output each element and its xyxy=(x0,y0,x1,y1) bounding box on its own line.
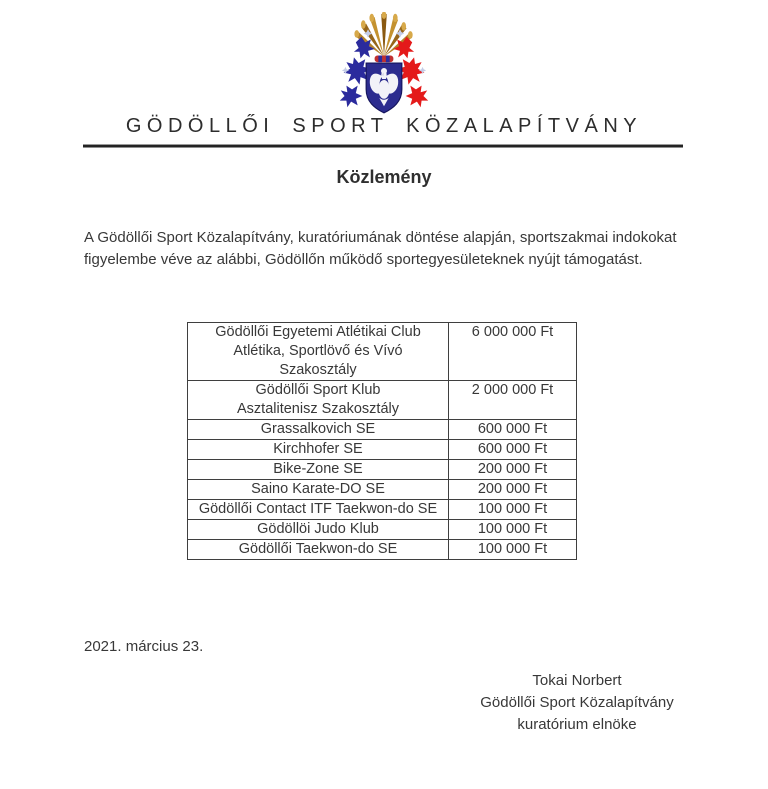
club-cell: Grassalkovich SE xyxy=(188,420,449,440)
table-row xyxy=(188,480,577,500)
table-row xyxy=(188,440,577,460)
doc-heading: Közlemény xyxy=(336,167,432,187)
club-cell: Kirchhofer SE xyxy=(188,440,449,460)
amount-cell: 600 000 Ft xyxy=(449,440,577,460)
amount-cell: 2 000 000 Ft xyxy=(449,381,577,420)
table-row xyxy=(188,500,577,520)
club-cell: Bike-Zone SE xyxy=(188,460,449,480)
club-cell: Gödöllői Sport Klub Asztalitenisz Szakosztály xyxy=(188,381,449,420)
coat-of-arms-logo xyxy=(337,12,431,116)
org-title: GÖDÖLLŐI SPORT KÖZALAPÍTVÁNY xyxy=(125,115,643,137)
table-row xyxy=(188,520,577,540)
torse xyxy=(375,56,394,63)
table-row xyxy=(188,460,577,480)
title-rule xyxy=(83,144,683,148)
table-row xyxy=(188,323,577,381)
table-row xyxy=(188,420,577,440)
club-cell: Saino Karate-DO SE xyxy=(188,480,449,500)
coat-of-arms-icon xyxy=(337,12,431,116)
amount-cell: 100 000 Ft xyxy=(449,540,577,560)
club-cell: Gödöllői Contact ITF Taekwon-do SE xyxy=(188,500,449,520)
signature-name: Tokai Norbert xyxy=(532,672,622,689)
amount-cell: 100 000 Ft xyxy=(449,520,577,540)
intro-paragraph: A Gödöllői Sport Közalapítvány, kuratóriumának döntése alapján, sportszakmai indokokat figyelembe véve az alábbi, Gödöllőn működő sportegyesületeknek nyújt támogatást. xyxy=(84,229,677,268)
grants-table xyxy=(187,322,577,560)
table-row xyxy=(188,540,577,560)
amount-cell: 600 000 Ft xyxy=(449,420,577,440)
signature-role: kuratórium elnöke xyxy=(517,716,637,733)
table-row xyxy=(188,381,577,420)
signature-org: Gödöllői Sport Közalapítvány xyxy=(480,694,674,711)
club-cell: Gödöllöi Judo Klub xyxy=(188,520,449,540)
signature-block xyxy=(437,670,717,736)
club-cell: Gödöllői Taekwon-do SE xyxy=(188,540,449,560)
amount-cell: 100 000 Ft xyxy=(449,500,577,520)
amount-cell: 200 000 Ft xyxy=(449,460,577,480)
amount-cell: 200 000 Ft xyxy=(449,480,577,500)
amount-cell: 6 000 000 Ft xyxy=(449,323,577,381)
club-cell: Gödöllői Egyetemi Atlétikai Club Atlétika, Sportlövő és Vívó Szakosztály xyxy=(188,323,449,381)
document-date: 2021. március 23. xyxy=(84,638,204,655)
